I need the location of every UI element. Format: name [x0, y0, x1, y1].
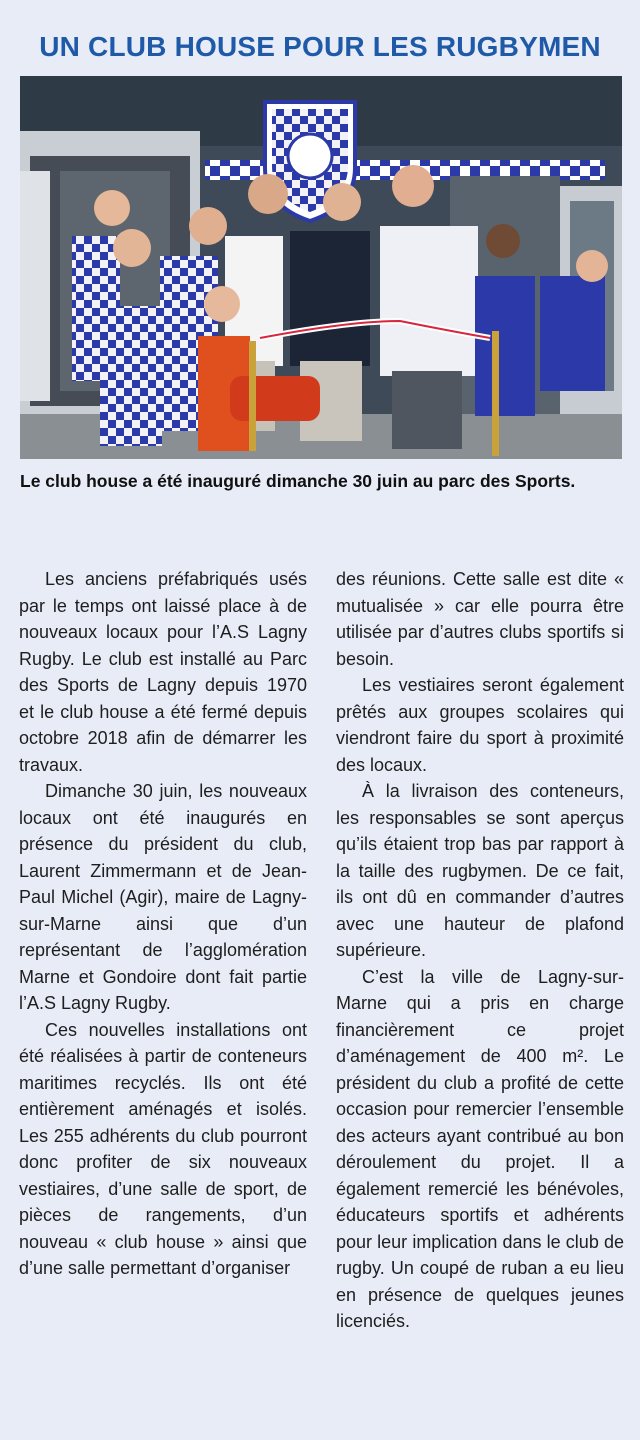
- article-photo: [20, 76, 622, 459]
- article-column-right: [336, 566, 624, 1335]
- paragraph: Les vestiaires seront également prêtés aux groupes scolaires qui viendront faire du sport à proximité des locaux.: [336, 675, 624, 775]
- paragraph: À la livraison des conteneurs, les responsables se sont aperçus qu’ils étaient trop bas par rapport à la taille des rugbymen. De ce fait, ils ont dû en commander d’autres avec une hauteur de plafond supérieure.: [336, 781, 624, 960]
- paragraph: C’est la ville de Lagny-sur-Marne qui a pris en charge financièrement ce projet d’aménagement de 400 m². Le président du club a profité de cette occasion pour remercier l’ensemble des acteurs ayant contribué au bon déroulement du projet. Il a également remercié les bénévoles, éducateurs sportifs et adhérents pour leur implication dans le club de rugby. Un coupé de ruban a eu lieu en présence de quelques jeunes licenciés.: [336, 966, 624, 1331]
- photo-caption: Le club house a été inauguré dimanche 30 juin au parc des Sports.: [20, 471, 576, 491]
- paragraph: Dimanche 30 juin, les nouveaux locaux ont été inaugurés en présence du président du club, Laurent Zimmermann et de Jean-Paul Michel (Agir), maire de Lagny-sur-Marne ainsi que d’un représentant de l’agglomération Marne et Gondoire dont fait partie l’A.S Lagny Rugby.: [19, 781, 307, 1013]
- paragraph: Ces nouvelles installations ont été réalisées à partir de conteneurs maritimes recyclés. Ils ont été entièrement aménagés et isolés. Les 255 adhérents du club pourront donc profiter de six nouveaux vestiaires, d’une salle de sport, de pièces de rangements, d’un nouveau « club house » ainsi que d’une salle permettant d’organiser: [19, 1019, 307, 1278]
- paragraph: des réunions. Cette salle est dite « mutualisée » car elle pourra être utilisée par d’autres clubs sportifs si besoin.: [336, 569, 624, 669]
- article-column-left: [19, 566, 307, 1282]
- article-headline: UN CLUB HOUSE POUR LES RUGBYMEN: [39, 30, 601, 62]
- paragraph: Les anciens préfabriqués usés par le temps ont laissé place à de nouveaux locaux pour l’A.S Lagny Rugby. Le club est installé au Parc des Sports de Lagny depuis 1970 et le club house a été fermé depuis octobre 2018 afin de démarrer les travaux.: [19, 569, 307, 775]
